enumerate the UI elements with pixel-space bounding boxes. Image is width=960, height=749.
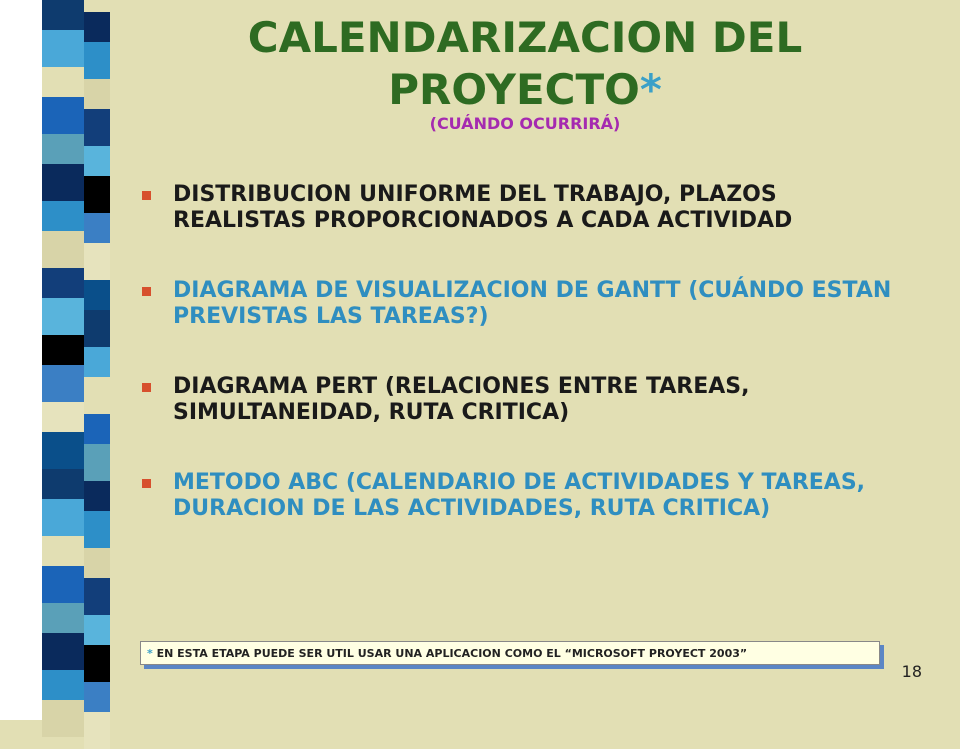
decor-block bbox=[84, 645, 110, 682]
decor-block bbox=[42, 67, 84, 97]
decor-block bbox=[42, 365, 84, 402]
bullet-item bbox=[130, 278, 910, 330]
decor-block bbox=[84, 444, 110, 481]
bullet-text: DIAGRAMA DE VISUALIZACION DE GANTT (CUÁNDO ESTAN PREVISTAS LAS TAREAS?) bbox=[173, 278, 892, 329]
footnote-box bbox=[140, 641, 880, 665]
slide-subtitle: (CUÁNDO OCURRIRÁ) bbox=[429, 114, 621, 133]
title-asterisk: * bbox=[639, 65, 662, 114]
decor-block bbox=[84, 682, 110, 712]
decor-block bbox=[84, 243, 110, 280]
decor-block bbox=[84, 42, 110, 79]
bullet-text: DISTRIBUCION UNIFORME DEL TRABAJO, PLAZOS REALISTAS PROPORCIONADOS A CADA ACTIVIDAD bbox=[173, 182, 793, 233]
title-line-1: CALENDARIZACION DEL bbox=[247, 13, 803, 62]
decor-block bbox=[42, 201, 84, 231]
decor-block bbox=[42, 566, 84, 603]
bullet-item bbox=[130, 470, 910, 522]
decor-block bbox=[84, 481, 110, 511]
decor-block bbox=[84, 548, 110, 578]
decor-block bbox=[42, 231, 84, 268]
decor-block bbox=[42, 30, 84, 67]
square-bullet-icon bbox=[142, 191, 151, 200]
decor-block bbox=[84, 109, 110, 146]
decor-block bbox=[42, 536, 84, 566]
footnote-text: EN ESTA ETAPA PUEDE SER UTIL USAR UNA APLICACION COMO EL “MICROSOFT PROYECT 2003” bbox=[152, 647, 748, 660]
decor-block bbox=[84, 310, 110, 347]
decor-block bbox=[42, 335, 84, 365]
decor-block bbox=[84, 377, 110, 414]
decor-block bbox=[84, 511, 110, 548]
bullet-list bbox=[130, 182, 910, 566]
decor-block bbox=[84, 79, 110, 109]
slide-title bbox=[130, 12, 920, 116]
decor-block bbox=[84, 414, 110, 444]
decor-block bbox=[84, 712, 110, 749]
decor-block bbox=[42, 97, 84, 134]
bullet-text: METODO ABC (CALENDARIO DE ACTIVIDADES Y TAREAS, DURACION DE LAS ACTIVIDADES, RUTA CRITICA) bbox=[173, 470, 866, 521]
decor-block bbox=[84, 280, 110, 310]
decor-block bbox=[42, 469, 84, 499]
decor-block bbox=[42, 432, 84, 469]
decor-block bbox=[42, 670, 84, 700]
white-strip bbox=[0, 0, 42, 720]
decor-block bbox=[42, 603, 84, 633]
decor-block bbox=[42, 499, 84, 536]
page-number: 18 bbox=[901, 662, 922, 681]
footnote-asterisk: * bbox=[147, 647, 153, 660]
decor-block bbox=[84, 578, 110, 615]
decor-block bbox=[42, 402, 84, 432]
decor-block bbox=[84, 213, 110, 243]
decor-block bbox=[84, 12, 110, 42]
decor-block bbox=[42, 633, 84, 670]
square-bullet-icon bbox=[142, 479, 151, 488]
square-bullet-icon bbox=[142, 383, 151, 392]
bullet-item bbox=[130, 182, 910, 234]
decor-block bbox=[42, 268, 84, 298]
title-line-2: PROYECTO bbox=[388, 65, 640, 114]
decor-block bbox=[42, 134, 84, 164]
decor-block bbox=[42, 298, 84, 335]
decorative-side-band bbox=[0, 0, 110, 720]
decor-block bbox=[84, 176, 110, 213]
bullet-item bbox=[130, 374, 910, 426]
decor-block bbox=[42, 164, 84, 201]
decor-block bbox=[84, 615, 110, 645]
decor-block bbox=[42, 700, 84, 737]
decor-block bbox=[84, 347, 110, 377]
decor-block bbox=[84, 146, 110, 176]
decor-block bbox=[42, 0, 84, 30]
square-bullet-icon bbox=[142, 287, 151, 296]
bullet-text: DIAGRAMA PERT (RELACIONES ENTRE TAREAS, SIMULTANEIDAD, RUTA CRITICA) bbox=[173, 374, 750, 425]
